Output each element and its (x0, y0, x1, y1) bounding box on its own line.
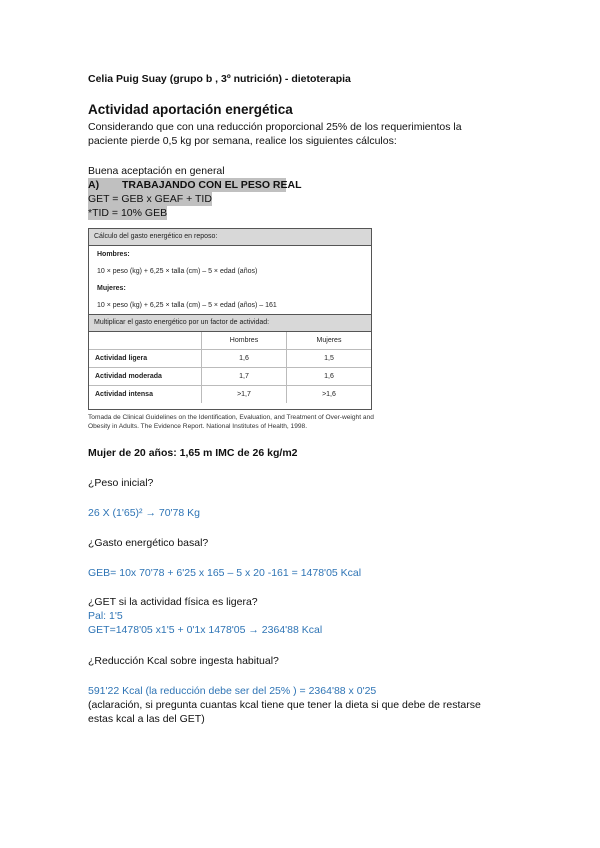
get-formula: GET = GEB x GEAF + TID (88, 193, 212, 205)
row-men: >1,7 (202, 386, 287, 404)
row-women: 1,6 (287, 368, 372, 386)
answer-3-pal: Pal: 1'5 (88, 610, 123, 622)
row-label: Actividad intensa (89, 386, 202, 404)
figure-caption: Tomada de Clinical Guidelines on the Identification, Evaluation, and Treatment of Over-weight and Obesity in Adults. The Evidence Report. National Institutes of Health, 1998. (88, 414, 374, 430)
activity-factor-header: Multiplicar el gasto energético por un factor de actividad: (89, 314, 371, 332)
question-3: ¿GET si la actividad física es ligera? (88, 596, 258, 608)
row-women: 1,5 (287, 350, 372, 368)
document-header: Celia Puig Suay (grupo b , 3º nutrición) - dietoterapia (88, 73, 351, 85)
blank-cell (89, 332, 202, 350)
row-label: Actividad ligera (89, 350, 202, 368)
tid-formula: *TID = 10% GEB (88, 207, 168, 219)
row-men: 1,7 (202, 368, 287, 386)
women-formula: 10 × peso (kg) + 6,25 × talla (cm) – 5 × edad (años) – 161 (97, 302, 277, 309)
acceptance-note: Buena aceptación en general (88, 165, 225, 177)
answer-1: 26 X (1'65)² → 70'78 Kg (88, 507, 200, 519)
col-men: Hombres (202, 332, 287, 350)
question-4: ¿Reducción Kcal sobre ingesta habitual? (88, 655, 279, 667)
women-label: Mujeres: (97, 285, 126, 292)
clarification-line-2: estas kcal a las del GET) (88, 713, 205, 725)
men-label: Hombres: (97, 251, 130, 258)
question-1: ¿Peso inicial? (88, 477, 154, 489)
intro-line-1: Considerando que con una reducción proporcional 25% de los requerimientos la (88, 121, 462, 133)
table-row (89, 350, 371, 368)
table-row (89, 368, 371, 386)
question-2: ¿Gasto energético basal? (88, 537, 209, 549)
answer-2: GEB= 10x 70'78 + 6'25 x 165 – 5 x 20 -161 = 1478'05 Kcal (88, 567, 362, 579)
resting-expenditure-header: Cálculo del gasto energético en reposo: (89, 229, 371, 246)
section-a-title: TRABAJANDO CON EL PESO REAL (122, 179, 302, 191)
men-formula: 10 × peso (kg) + 6,25 × talla (cm) – 5 × edad (años) (97, 268, 258, 275)
row-label: Actividad moderada (89, 368, 202, 386)
section-title: Actividad aportación energética (88, 102, 293, 117)
answer-4: 591'22 Kcal (la reducción debe ser del 25% ) = 2364'88 x 0'25 (88, 685, 377, 697)
row-women: >1,6 (287, 386, 372, 404)
answer-3-get: GET=1478'05 x1'5 + 0'1x 1478'05 → 2364'88 Kcal (88, 624, 323, 636)
table-row (89, 386, 371, 404)
clarification-line-1: (aclaración, si pregunta cuantas kcal tiene que tener la dieta si que debe de restarse (88, 699, 481, 711)
section-a-heading (88, 178, 302, 192)
activity-factor-table (89, 332, 371, 403)
intro-line-2: paciente pierde 0,5 kg por semana, realice los siguientes cálculos: (88, 135, 397, 147)
col-women: Mujeres (287, 332, 372, 350)
energy-expenditure-table (88, 228, 372, 410)
case-description: Mujer de 20 años: 1,65 m IMC de 26 kg/m2 (88, 447, 298, 459)
row-men: 1,6 (202, 350, 287, 368)
section-a-label: A) (88, 179, 100, 191)
